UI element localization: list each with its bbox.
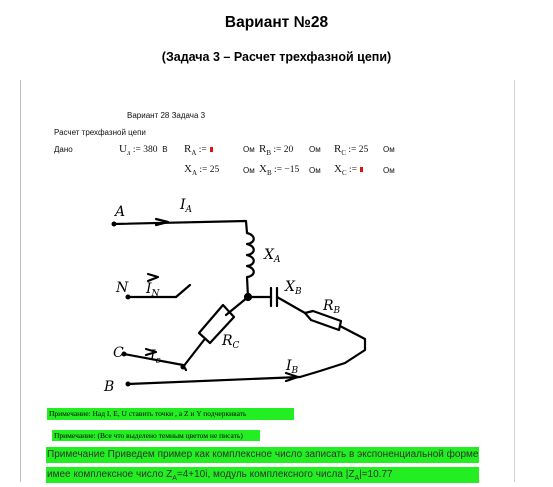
rb-value: := 20 — [273, 145, 294, 155]
page-subtitle: (Задача 3 – Расчет трехфазной цепи) — [161, 50, 392, 64]
label-rc: $R_C$ — [222, 333, 240, 351]
rb-subscript: B — [266, 148, 272, 157]
xb-symbol: X — [259, 163, 267, 175]
label-xb: $X_B$ — [285, 279, 302, 297]
wire-rb-to-b — [300, 326, 365, 377]
note-complex-example-line1: Примечание Приведем пример как комплексное число записать в экспоненциальной форме — [46, 447, 479, 463]
ra-subscript: A — [191, 148, 197, 157]
label-c: C — [113, 345, 124, 361]
node-rc-c — [181, 365, 186, 370]
xc-value: := — [349, 165, 357, 175]
rc-subscript: C — [341, 148, 347, 157]
xa-value: := 25 — [199, 165, 220, 175]
xa-symbol: X — [184, 163, 192, 175]
xc-symbol: X — [334, 163, 342, 175]
worksheet-heading: Вариант 28 Задача 3 — [127, 111, 206, 120]
label-n: N — [116, 280, 129, 296]
arrow-in — [148, 274, 158, 281]
page-title: Вариант №28 — [224, 14, 329, 31]
xb-unit: Ом — [309, 166, 321, 175]
label-rb: $R_В$ — [323, 298, 341, 316]
note3-text-b: =4+10i, модуль комплексного числа |Z — [176, 469, 355, 480]
rb-unit: Ом — [309, 145, 321, 154]
note3-text-c: |=10.77 — [359, 469, 393, 480]
label-in: $I_N$ — [146, 281, 160, 299]
ul-subscript: л — [126, 148, 131, 157]
wire-a — [114, 221, 247, 233]
note-complex-example-line2 — [46, 467, 479, 483]
xb-value: := −15 — [274, 165, 300, 175]
xc-unit: Ом — [383, 166, 395, 175]
task-title: Расчет трехфазной цепи — [54, 128, 146, 137]
switch-n — [176, 285, 190, 297]
xa-unit: Ом — [243, 166, 255, 175]
inductor-xa — [247, 233, 254, 297]
label-xa: $X_A$ — [264, 247, 281, 265]
note-dark-not-write: Примечание: (Все что выделено темным цветом не писать) — [52, 430, 260, 441]
ul-symbol: U — [119, 143, 127, 155]
note3-text-a: имее комплексное число Z — [47, 469, 173, 480]
label-b: B — [104, 379, 115, 395]
ra-symbol: R — [184, 143, 192, 155]
note-dots-underline: Примечание: Над I, E, U ставить точки , а Z и Y подчеркивать — [47, 408, 294, 420]
note3-sub-b: A — [354, 475, 360, 482]
wire-capacitor-to-rb — [277, 297, 305, 313]
given-label: Дано — [54, 145, 73, 154]
label-ic: $I_c$ — [150, 348, 161, 366]
label-ia: $I_A$ — [180, 197, 193, 215]
terminal-b — [126, 382, 131, 387]
rb-symbol: R — [259, 143, 267, 155]
ul-value: := 380 — [132, 145, 158, 155]
wire-b — [128, 377, 300, 384]
rc-unit: Ом — [383, 145, 395, 154]
ra-unit: Ом — [243, 145, 255, 154]
note3-sub-a: A — [172, 475, 177, 482]
rc-symbol: R — [334, 143, 342, 155]
xb-subscript: B — [266, 168, 272, 177]
ra-value: := — [198, 145, 207, 155]
terminal-a — [112, 222, 117, 227]
label-a: A — [115, 204, 126, 220]
xa-subscript: A — [191, 168, 198, 177]
label-ib: $I_B$ — [286, 358, 299, 376]
rc-value: := 25 — [348, 145, 369, 155]
wire-rc-down — [183, 340, 204, 367]
ul-unit: В — [162, 145, 168, 154]
xc-subscript: C — [341, 168, 347, 177]
